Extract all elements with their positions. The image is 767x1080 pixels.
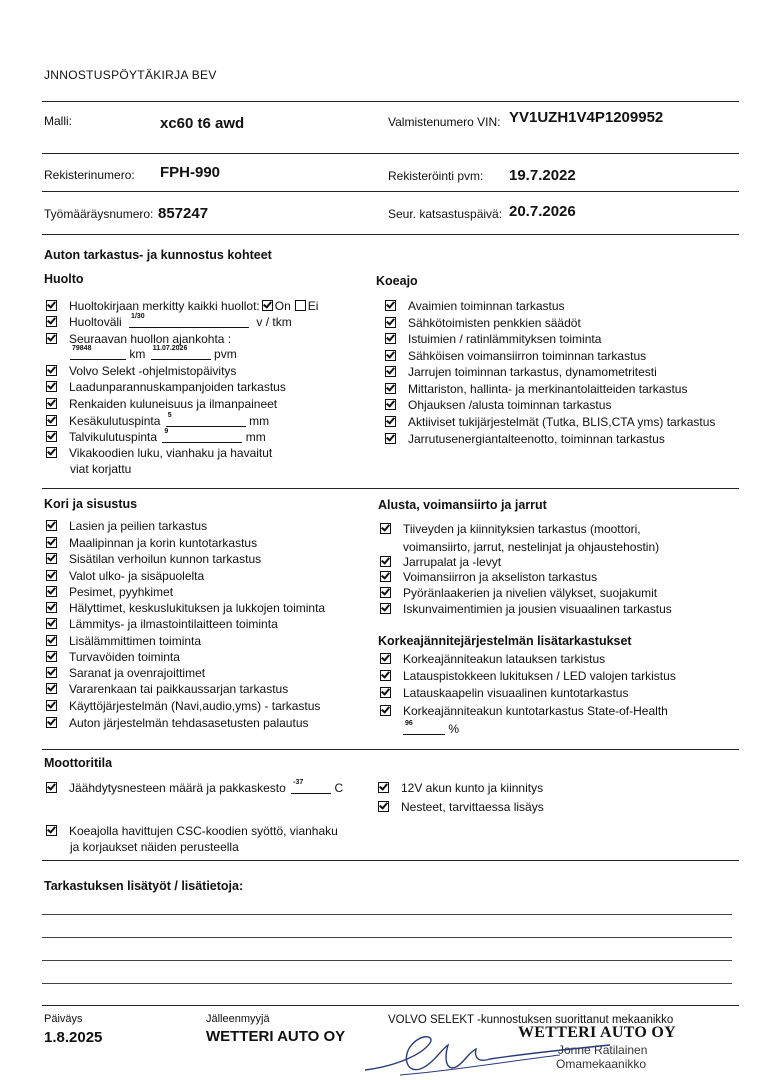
checklist-item-label: Istuimien / ratinlämmityksen toiminta [408,332,602,346]
checklist-item [46,699,320,713]
nextinsp-label: Seur. katsastuspäivä: [388,207,503,221]
checklist-item-label: Hälyttimet, keskuslukituksen ja lukkojen toiminta [69,601,326,615]
huolto-interval-row: Huoltoväli 1/30 v / tkm [46,315,292,329]
checklist-item [380,602,672,616]
checklist-item-label: Saranat ja ovenrajoittimet [69,666,206,680]
checklist-item-label: Valot ulko- ja sisäpuolelta [69,569,205,583]
checkbox-checked[interactable] [46,553,57,564]
checklist-item [380,586,657,600]
notes-line[interactable] [42,960,732,961]
checkbox-checked[interactable] [385,399,396,410]
mechanic-label: VOLVO SELEKT -kunnostuksen suorittanut mekaanikko [388,1014,674,1026]
checkbox-checked[interactable] [380,523,391,534]
csc-row-cont: ja korjaukset näiden perusteella [70,840,239,854]
checklist-item [380,669,676,683]
coolant-row: Jäähdytysnesteen määrä ja pakkaskesto -37 C [46,781,343,795]
dealer-label: Jälleenmyyjä [206,1013,270,1025]
huolto-winter-row: Talvikulutuspinta 9 mm [46,430,266,444]
checkbox-checked[interactable] [385,333,396,344]
checklist-item [46,552,261,566]
fluids-row: Nesteet, tarvittaessa lisäys [378,800,544,814]
checklist-item [46,519,207,533]
checklist-item [380,652,605,666]
checkbox-checked[interactable] [46,618,57,629]
winter-value: 9 [164,428,169,435]
dealer-value: WETTERI AUTO OY [206,1028,346,1045]
divider [42,749,739,750]
summer-value: 5 [167,412,172,419]
checkbox-checked[interactable] [46,683,57,694]
koeajo-heading: Koeajo [376,274,418,288]
huolto-book-row: Huoltokirjaan merkitty kaikki huollot: On Ei [46,299,318,313]
huolto-item: Renkaiden kuluneisuus ja ilmanpaineet [46,397,277,411]
reg-value: FPH-990 [160,164,221,181]
vin-value: YV1UZH1V4P1209952 [509,109,664,126]
stamp-name: Jonne Ratilainen [558,1043,648,1057]
divider [42,860,739,861]
soh-value: 96 [405,720,413,727]
checklist-item [380,570,597,584]
checkbox-checked[interactable] [385,433,396,444]
checkbox-checked[interactable] [46,415,57,426]
csc-row: Koeajolla havittujen CSC-koodien syöttö, vianhaku [46,824,338,838]
checklist-item [380,555,501,569]
divider [42,153,739,154]
checklist-item-label: Voimansiirron ja akseliston tarkastus [403,570,598,584]
checkbox-checked[interactable] [380,670,391,681]
checkbox-checked[interactable] [46,365,57,376]
checkbox-ei[interactable] [295,300,306,311]
checkbox-checked[interactable] [46,782,57,793]
huolto-item: Vikakoodien luku, vianhaku ja havaitut [46,446,272,460]
checkbox-checked[interactable] [46,447,57,458]
checkbox-checked[interactable] [46,333,57,344]
hv-heading: Korkeajännitejärjestelmän lisätarkastukset [378,634,632,648]
checkbox-checked[interactable] [380,587,391,598]
checklist-item-label: Latauspistokkeen lukituksen / LED valojen tarkistus [403,669,676,683]
checkbox-checked[interactable] [380,603,391,614]
checkbox-checked[interactable] [46,700,57,711]
huolto-item-cont: viat korjattu [70,462,132,476]
checkbox-checked[interactable] [46,520,57,531]
checklist-item-label: Pesimet, pyyhkimet [69,585,174,599]
model-value: xc60 t6 awd [160,115,245,132]
coolant-value: -37 [293,779,304,786]
checkbox-checked[interactable] [385,416,396,427]
checklist-item [46,650,180,664]
checklist-item [385,365,657,379]
regdate-value: 19.7.2022 [509,167,576,184]
checklist-item-label: Lisälämmittimen toiminta [69,634,202,648]
model-label: Malli: [44,114,73,128]
checkbox-checked[interactable] [385,383,396,394]
kori-heading: Kori ja sisustus [44,497,138,511]
divider [42,191,739,192]
notes-line[interactable] [42,937,732,938]
divider [42,101,739,102]
checkbox-checked[interactable] [46,717,57,728]
checklist-item-label: Pyöränlaakerien ja nivelien välykset, suojakumit [403,586,658,600]
checklist-item-label: Sisätilan verhoilun kunnon tarkastus [69,552,262,566]
checklist-item [46,569,204,583]
checkbox-checked[interactable] [385,366,396,377]
checklist-item [385,432,665,446]
checklist-item-label: Iskunvaimentimien ja jousien visuaalinen tarkastus [403,602,672,616]
checklist-item [46,601,325,615]
checklist-item-label: Sähkötoimisten penkkien säädöt [408,316,581,330]
date-value: 1.8.2025 [44,1029,103,1046]
huolto-summer-row: Kesäkulutuspinta 5 mm [46,414,269,428]
checklist-item-label: Mittariston, hallinta- ja merkinantolaitteiden tarkastus [408,382,688,396]
signature [360,1025,620,1080]
checkbox-on[interactable] [262,300,273,311]
notes-line[interactable] [42,914,732,915]
checklist-item-label: Vararenkaan tai paikkaussarjan tarkastus [69,682,289,696]
checkbox-checked[interactable] [385,317,396,328]
checklist-item [46,634,201,648]
checklist-item-label: Auton järjestelmän tehdasasetusten palautus [69,716,309,730]
order-label: Työmääräysnumero: [44,207,154,221]
next-km-value: 79848 [72,345,92,352]
checklist-item [380,704,668,718]
checkbox-checked[interactable] [46,586,57,597]
regdate-label: Rekisteröinti pvm: [388,169,484,183]
checkbox-checked[interactable] [385,300,396,311]
vin-label: Valmistenumero VIN: [388,115,501,129]
checklist-item-label: Jarrupalat ja -levyt [403,555,502,569]
order-value: 857247 [158,205,209,222]
checkbox-checked[interactable] [46,398,57,409]
checklist-item [385,349,646,363]
huolto-heading: Huolto [44,272,84,286]
checkbox-checked[interactable] [380,705,391,716]
alusta-heading: Alusta, voimansiirto ja jarrut [378,498,547,512]
main-heading: Auton tarkastus- ja kunnostus kohteet [44,248,272,262]
checkbox-checked[interactable] [378,782,389,793]
checkbox-checked[interactable] [46,667,57,678]
date-label: Päiväys [44,1013,83,1025]
checkbox-checked[interactable] [46,825,57,836]
battery12-row: 12V akun kunto ja kiinnitys [378,781,543,795]
huolto-item: Laadunparannuskampanjoiden tarkastus [46,380,286,394]
checklist-item [380,686,628,700]
checklist-item [385,299,565,313]
stamp-role: Omamekaanikko [556,1057,647,1071]
checklist-item-label: Avaimien toiminnan tarkastus [408,299,565,313]
checklist-item-label: Jarrujen toiminnan tarkastus, dynamometritesti [408,365,657,379]
checkbox-checked[interactable] [46,431,57,442]
checklist-item [385,398,611,412]
divider [42,1005,739,1006]
checkbox-checked[interactable] [46,651,57,662]
checklist-item-label: Maalipinnan ja korin kuntotarkastus [69,536,258,550]
huolto-next-row: Seuraavan huollon ajankohta : [46,332,231,346]
checkbox-checked[interactable] [378,801,389,812]
checklist-item [46,682,288,696]
checkbox-checked[interactable] [46,602,57,613]
extra-heading: Tarkastuksen lisätyöt / lisätietoja: [44,879,244,893]
soh-row: 96 % [403,722,459,736]
checkbox-checked[interactable] [46,635,57,646]
checklist-item-label: Korkeajänniteakun latauksen tarkistus [403,652,606,666]
checklist-item-label: Turvavöiden toiminta [69,650,180,664]
checklist-item-label: Ohjauksen /alusta toiminnan tarkastus [408,398,612,412]
checklist-item [385,316,581,330]
checklist-item [385,332,601,346]
interval-value: 1/30 [131,313,145,320]
form-title: JNNOSTUSPÖYTÄKIRJA BEV [44,68,217,82]
checkbox-checked[interactable] [380,687,391,698]
checkbox-checked[interactable] [380,653,391,664]
checklist-item-label: Lämmitys- ja ilmastointilaitteen toiminta [69,617,278,631]
divider [42,234,739,235]
checklist-item-label: Sähköisen voimansiirron toiminnan tarkastus [408,349,647,363]
checklist-item-label: Lasien ja peilien tarkastus [69,519,208,533]
divider [42,488,739,489]
checklist-item [385,382,687,396]
checkbox-checked[interactable] [46,381,57,392]
alusta-item: Tiiveyden ja kiinnityksien tarkastus (moottori, [380,522,641,536]
checklist-item [46,666,205,680]
checklist-item [46,536,257,550]
checkbox-checked[interactable] [46,300,57,311]
checklist-item [46,617,278,631]
nextinsp-value: 20.7.2026 [509,203,576,220]
checklist-item-label: Käyttöjärjestelmän (Navi,audio,yms) - tarkastus [69,699,321,713]
checklist-item-label: Latauskaapelin visuaalinen kuntotarkastus [403,686,629,700]
checklist-item [46,716,309,730]
notes-line[interactable] [42,983,732,984]
checklist-item-label: Jarrutusenergiantalteenotto, toiminnan tarkastus [408,432,665,446]
next-date-value: 11.07.2026 [152,345,188,352]
huolto-item: Volvo Selekt -ohjelmistopäivitys [46,364,236,378]
reg-label: Rekisterinumero: [44,168,135,182]
stamp-company: WETTERI AUTO OY [518,1024,677,1041]
checkbox-checked[interactable] [46,570,57,581]
checkbox-checked[interactable] [385,350,396,361]
checkbox-checked[interactable] [46,537,57,548]
checklist-item-label: Korkeajänniteakun kuntotarkastus State-of-Health [403,704,668,718]
checklist-item [385,415,715,429]
checklist-item [46,585,173,599]
alusta-item-cont: voimansiirto, jarrut, nestelinjat ja ohjaustehostin) [403,540,660,554]
huolto-next-values: 79848 km 11.07.2026 pvm [70,347,237,361]
checkbox-checked[interactable] [380,571,391,582]
moottoritila-heading: Moottoritila [44,756,113,770]
checkbox-checked[interactable] [380,556,391,567]
checkbox-checked[interactable] [46,316,57,327]
checklist-item-label: Aktiiviset tukijärjestelmät (Tutka, BLIS,CTA yms) tarkastus [408,415,716,429]
